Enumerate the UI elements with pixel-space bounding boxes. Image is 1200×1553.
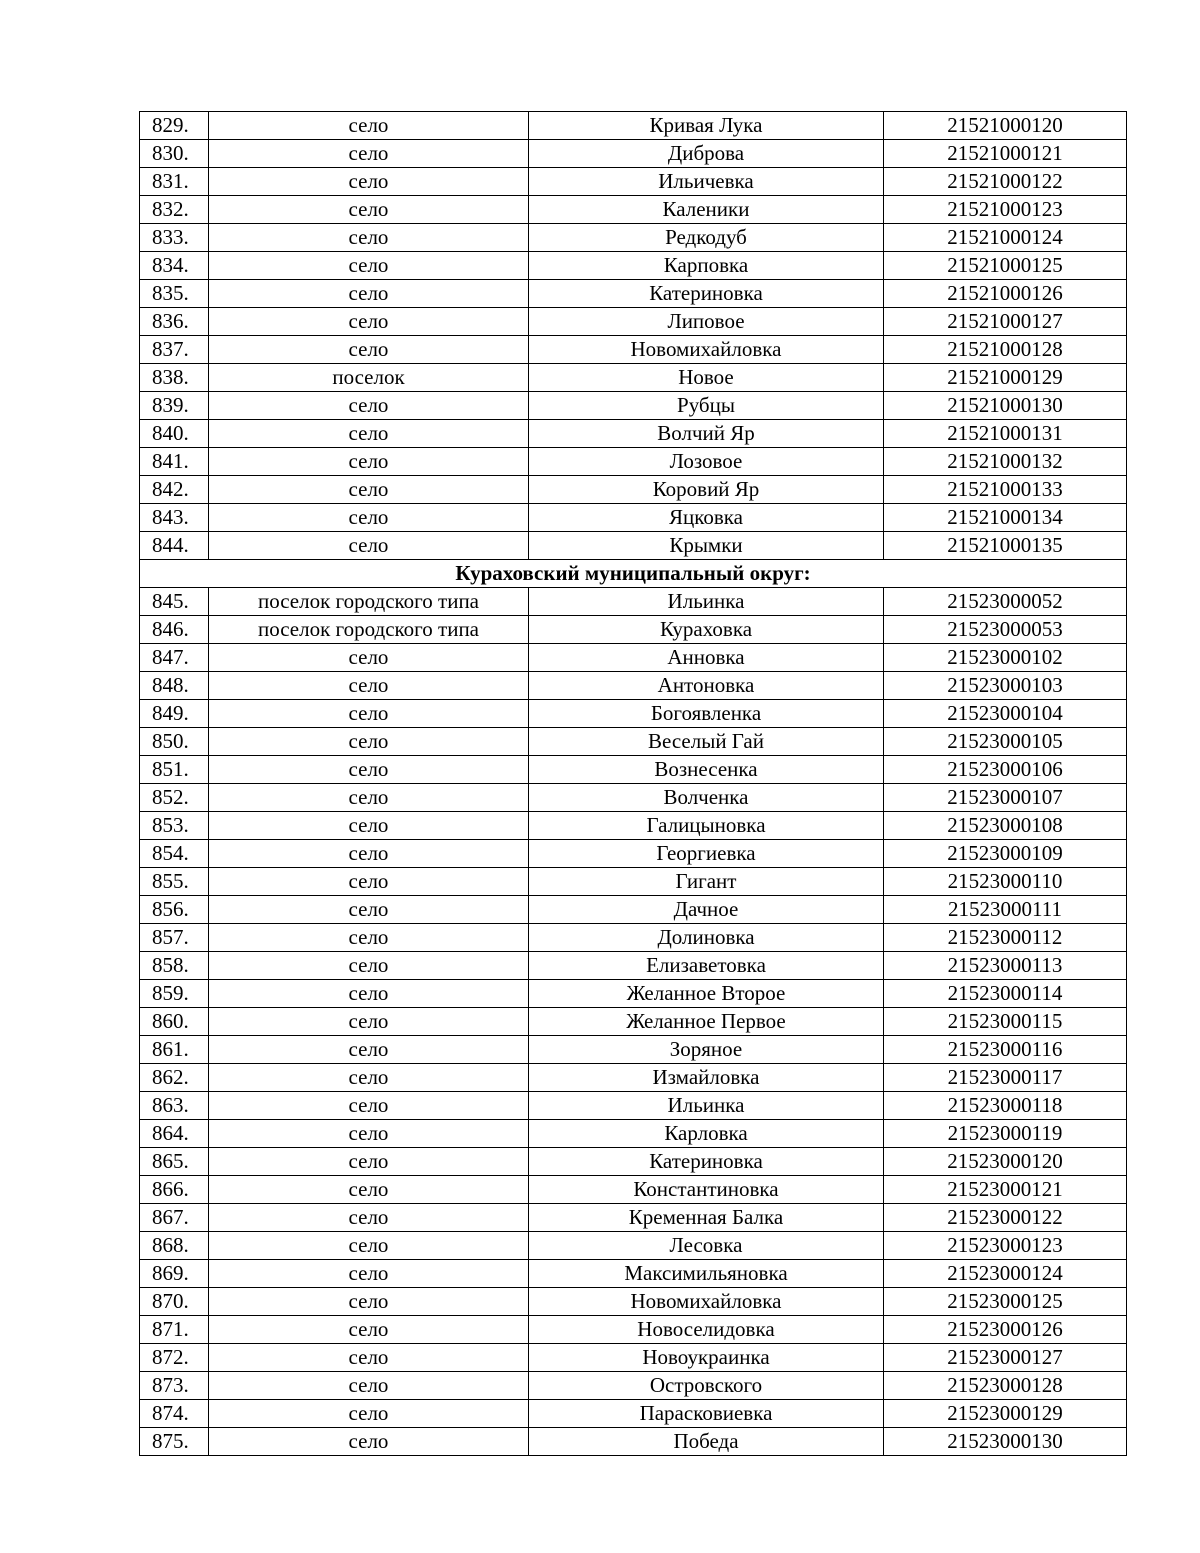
row-number: 871.	[140, 1316, 209, 1344]
table-row	[140, 672, 1127, 700]
settlement-type: село	[209, 812, 529, 840]
table-row	[140, 1232, 1127, 1260]
table-row	[140, 644, 1127, 672]
row-number: 875.	[140, 1428, 209, 1456]
table-row	[140, 1120, 1127, 1148]
settlement-name: Карловка	[529, 1120, 884, 1148]
settlement-type: село	[209, 728, 529, 756]
table-row	[140, 728, 1127, 756]
settlement-type: село	[209, 476, 529, 504]
settlement-code: 21523000107	[884, 784, 1127, 812]
settlement-code: 21521000132	[884, 448, 1127, 476]
settlement-name: Каленики	[529, 196, 884, 224]
table-row	[140, 420, 1127, 448]
settlement-type: село	[209, 672, 529, 700]
settlement-type: село	[209, 952, 529, 980]
settlement-name: Максимильяновка	[529, 1260, 884, 1288]
settlement-name: Новоукраинка	[529, 1344, 884, 1372]
settlement-code: 21523000108	[884, 812, 1127, 840]
row-number: 835.	[140, 280, 209, 308]
row-number: 846.	[140, 616, 209, 644]
table-row	[140, 840, 1127, 868]
table-row	[140, 784, 1127, 812]
table-row	[140, 1036, 1127, 1064]
settlement-type: село	[209, 196, 529, 224]
settlement-code: 21523000129	[884, 1400, 1127, 1428]
row-number: 830.	[140, 140, 209, 168]
settlement-name: Желанное Второе	[529, 980, 884, 1008]
settlement-type: село	[209, 1316, 529, 1344]
settlement-type: село	[209, 644, 529, 672]
table-row	[140, 196, 1127, 224]
settlement-code: 21523000114	[884, 980, 1127, 1008]
settlement-name: Вознесенка	[529, 756, 884, 784]
settlement-name: Константиновка	[529, 1176, 884, 1204]
settlement-name: Редкодуб	[529, 224, 884, 252]
row-number: 865.	[140, 1148, 209, 1176]
table-row	[140, 756, 1127, 784]
settlement-code: 21521000128	[884, 336, 1127, 364]
settlement-code: 21523000106	[884, 756, 1127, 784]
settlement-type: село	[209, 1232, 529, 1260]
row-number: 860.	[140, 1008, 209, 1036]
table-row	[140, 1092, 1127, 1120]
table-row	[140, 448, 1127, 476]
settlement-type: село	[209, 532, 529, 560]
settlement-type: село	[209, 1288, 529, 1316]
row-number: 856.	[140, 896, 209, 924]
table-row	[140, 476, 1127, 504]
settlement-code: 21523000102	[884, 644, 1127, 672]
row-number: 855.	[140, 868, 209, 896]
settlement-code: 21521000130	[884, 392, 1127, 420]
settlements-table	[139, 111, 1127, 1456]
settlement-name: Карповка	[529, 252, 884, 280]
row-number: 841.	[140, 448, 209, 476]
section-title: Кураховский муниципальный округ:	[140, 560, 1127, 588]
settlement-code: 21523000118	[884, 1092, 1127, 1120]
row-number: 848.	[140, 672, 209, 700]
settlement-type: село	[209, 1344, 529, 1372]
settlement-name: Кривая Лука	[529, 112, 884, 140]
settlement-type: поселок	[209, 364, 529, 392]
settlement-type: село	[209, 1400, 529, 1428]
row-number: 872.	[140, 1344, 209, 1372]
settlement-name: Зоряное	[529, 1036, 884, 1064]
settlement-type: село	[209, 784, 529, 812]
settlement-code: 21521000129	[884, 364, 1127, 392]
row-number: 834.	[140, 252, 209, 280]
table-row	[140, 700, 1127, 728]
table-row	[140, 1064, 1127, 1092]
row-number: 859.	[140, 980, 209, 1008]
settlement-code: 21523000111	[884, 896, 1127, 924]
row-number: 864.	[140, 1120, 209, 1148]
row-number: 867.	[140, 1204, 209, 1232]
settlement-type: село	[209, 756, 529, 784]
settlement-code: 21521000133	[884, 476, 1127, 504]
table-row	[140, 1288, 1127, 1316]
settlement-name: Диброва	[529, 140, 884, 168]
table-row	[140, 168, 1127, 196]
settlement-code: 21521000126	[884, 280, 1127, 308]
row-number: 868.	[140, 1232, 209, 1260]
settlement-name: Георгиевка	[529, 840, 884, 868]
table-row	[140, 252, 1127, 280]
settlement-type: село	[209, 700, 529, 728]
settlement-type: село	[209, 308, 529, 336]
settlement-type: село	[209, 1148, 529, 1176]
row-number: 842.	[140, 476, 209, 504]
settlement-type: село	[209, 924, 529, 952]
row-number: 854.	[140, 840, 209, 868]
settlement-code: 21523000123	[884, 1232, 1127, 1260]
settlement-name: Лесовка	[529, 1232, 884, 1260]
row-number: 843.	[140, 504, 209, 532]
table-row	[140, 140, 1127, 168]
table-row	[140, 616, 1127, 644]
settlement-code: 21523000128	[884, 1372, 1127, 1400]
table-row	[140, 1260, 1127, 1288]
row-number: 849.	[140, 700, 209, 728]
settlement-name: Кременная Балка	[529, 1204, 884, 1232]
settlement-name: Крымки	[529, 532, 884, 560]
row-number: 844.	[140, 532, 209, 560]
table-row	[140, 308, 1127, 336]
table-row	[140, 364, 1127, 392]
settlement-name: Новомихайловка	[529, 1288, 884, 1316]
settlement-code: 21523000121	[884, 1176, 1127, 1204]
row-number: 852.	[140, 784, 209, 812]
settlement-name: Катериновка	[529, 280, 884, 308]
table-row	[140, 532, 1127, 560]
settlement-name: Гигант	[529, 868, 884, 896]
settlement-name: Островского	[529, 1372, 884, 1400]
row-number: 833.	[140, 224, 209, 252]
settlement-code: 21523000113	[884, 952, 1127, 980]
settlement-type: село	[209, 1372, 529, 1400]
settlement-name: Катериновка	[529, 1148, 884, 1176]
settlement-type: село	[209, 280, 529, 308]
row-number: 853.	[140, 812, 209, 840]
row-number: 831.	[140, 168, 209, 196]
settlement-code: 21521000125	[884, 252, 1127, 280]
settlement-code: 21523000130	[884, 1428, 1127, 1456]
settlement-type: село	[209, 1428, 529, 1456]
row-number: 858.	[140, 952, 209, 980]
row-number: 850.	[140, 728, 209, 756]
settlement-code: 21523000109	[884, 840, 1127, 868]
settlement-type: село	[209, 112, 529, 140]
settlement-type: село	[209, 1008, 529, 1036]
settlement-type: село	[209, 392, 529, 420]
settlement-name: Новое	[529, 364, 884, 392]
settlement-name: Антоновка	[529, 672, 884, 700]
row-number: 829.	[140, 112, 209, 140]
table-row	[140, 336, 1127, 364]
table-row	[140, 392, 1127, 420]
settlement-type: село	[209, 1260, 529, 1288]
settlement-name: Желанное Первое	[529, 1008, 884, 1036]
row-number: 836.	[140, 308, 209, 336]
settlement-type: село	[209, 252, 529, 280]
row-number: 862.	[140, 1064, 209, 1092]
table-row	[140, 112, 1127, 140]
settlement-code: 21521000120	[884, 112, 1127, 140]
settlement-type: село	[209, 1064, 529, 1092]
settlement-name: Измайловка	[529, 1064, 884, 1092]
settlement-name: Ильинка	[529, 588, 884, 616]
settlement-type: село	[209, 504, 529, 532]
row-number: 851.	[140, 756, 209, 784]
settlement-type: село	[209, 420, 529, 448]
settlements-table-body	[140, 112, 1127, 1456]
table-row	[140, 1176, 1127, 1204]
settlement-type: село	[209, 840, 529, 868]
settlement-code: 21523000104	[884, 700, 1127, 728]
settlement-type: село	[209, 140, 529, 168]
table-row	[140, 1204, 1127, 1232]
settlement-type: село	[209, 224, 529, 252]
settlement-name: Лозовое	[529, 448, 884, 476]
settlement-type: село	[209, 868, 529, 896]
table-row	[140, 280, 1127, 308]
settlement-code: 21523000126	[884, 1316, 1127, 1344]
settlement-code: 21521000134	[884, 504, 1127, 532]
table-row	[140, 812, 1127, 840]
table-row	[140, 896, 1127, 924]
row-number: 873.	[140, 1372, 209, 1400]
settlement-code: 21523000122	[884, 1204, 1127, 1232]
settlement-code: 21521000122	[884, 168, 1127, 196]
settlement-type: село	[209, 336, 529, 364]
table-row	[140, 1372, 1127, 1400]
settlement-name: Победа	[529, 1428, 884, 1456]
row-number: 840.	[140, 420, 209, 448]
settlement-name: Новоселидовка	[529, 1316, 884, 1344]
settlement-code: 21521000131	[884, 420, 1127, 448]
table-row	[140, 980, 1127, 1008]
settlement-name: Рубцы	[529, 392, 884, 420]
settlement-name: Елизаветовка	[529, 952, 884, 980]
settlement-name: Веселый Гай	[529, 728, 884, 756]
settlement-code: 21523000053	[884, 616, 1127, 644]
row-number: 839.	[140, 392, 209, 420]
settlement-name: Ильичевка	[529, 168, 884, 196]
table-row	[140, 588, 1127, 616]
settlement-code: 21523000120	[884, 1148, 1127, 1176]
settlement-name: Дачное	[529, 896, 884, 924]
settlement-code: 21521000123	[884, 196, 1127, 224]
settlement-name: Липовое	[529, 308, 884, 336]
row-number: 863.	[140, 1092, 209, 1120]
settlement-type: село	[209, 168, 529, 196]
settlement-code: 21523000116	[884, 1036, 1127, 1064]
settlement-code: 21523000117	[884, 1064, 1127, 1092]
row-number: 845.	[140, 588, 209, 616]
settlement-name: Новомихайловка	[529, 336, 884, 364]
settlement-name: Богоявленка	[529, 700, 884, 728]
settlement-code: 21523000110	[884, 868, 1127, 896]
table-row	[140, 1008, 1127, 1036]
settlement-type: село	[209, 980, 529, 1008]
settlement-name: Волченка	[529, 784, 884, 812]
row-number: 870.	[140, 1288, 209, 1316]
settlement-code: 21523000125	[884, 1288, 1127, 1316]
row-number: 866.	[140, 1176, 209, 1204]
table-row	[140, 224, 1127, 252]
settlement-code: 21523000124	[884, 1260, 1127, 1288]
settlement-type: село	[209, 1092, 529, 1120]
settlement-code: 21523000103	[884, 672, 1127, 700]
row-number: 847.	[140, 644, 209, 672]
row-number: 861.	[140, 1036, 209, 1064]
row-number: 857.	[140, 924, 209, 952]
section-header-row	[140, 560, 1127, 588]
settlement-type: село	[209, 1120, 529, 1148]
settlement-type: село	[209, 1176, 529, 1204]
settlement-name: Кураховка	[529, 616, 884, 644]
table-row	[140, 952, 1127, 980]
settlement-code: 21521000135	[884, 532, 1127, 560]
settlement-type: село	[209, 448, 529, 476]
settlement-code: 21523000127	[884, 1344, 1127, 1372]
settlement-name: Долиновка	[529, 924, 884, 952]
settlement-name: Волчий Яр	[529, 420, 884, 448]
table-row	[140, 1316, 1127, 1344]
settlement-code: 21523000105	[884, 728, 1127, 756]
row-number: 838.	[140, 364, 209, 392]
settlement-name: Галицыновка	[529, 812, 884, 840]
settlement-name: Коровий Яр	[529, 476, 884, 504]
settlement-code: 21523000112	[884, 924, 1127, 952]
table-row	[140, 1400, 1127, 1428]
settlement-type: поселок городского типа	[209, 588, 529, 616]
table-row	[140, 1344, 1127, 1372]
settlement-type: село	[209, 1036, 529, 1064]
settlement-code: 21521000127	[884, 308, 1127, 336]
settlement-name: Ильинка	[529, 1092, 884, 1120]
table-row	[140, 868, 1127, 896]
row-number: 837.	[140, 336, 209, 364]
table-row	[140, 924, 1127, 952]
settlement-type: поселок городского типа	[209, 616, 529, 644]
settlement-name: Анновка	[529, 644, 884, 672]
row-number: 832.	[140, 196, 209, 224]
table-row	[140, 1148, 1127, 1176]
settlement-name: Яцковка	[529, 504, 884, 532]
row-number: 874.	[140, 1400, 209, 1428]
settlement-code: 21523000115	[884, 1008, 1127, 1036]
settlement-type: село	[209, 896, 529, 924]
table-row	[140, 1428, 1127, 1456]
row-number: 869.	[140, 1260, 209, 1288]
settlement-code: 21523000119	[884, 1120, 1127, 1148]
settlement-type: село	[209, 1204, 529, 1232]
settlement-code: 21521000121	[884, 140, 1127, 168]
settlement-name: Парасковиевка	[529, 1400, 884, 1428]
table-row	[140, 504, 1127, 532]
settlement-code: 21521000124	[884, 224, 1127, 252]
settlement-code: 21523000052	[884, 588, 1127, 616]
